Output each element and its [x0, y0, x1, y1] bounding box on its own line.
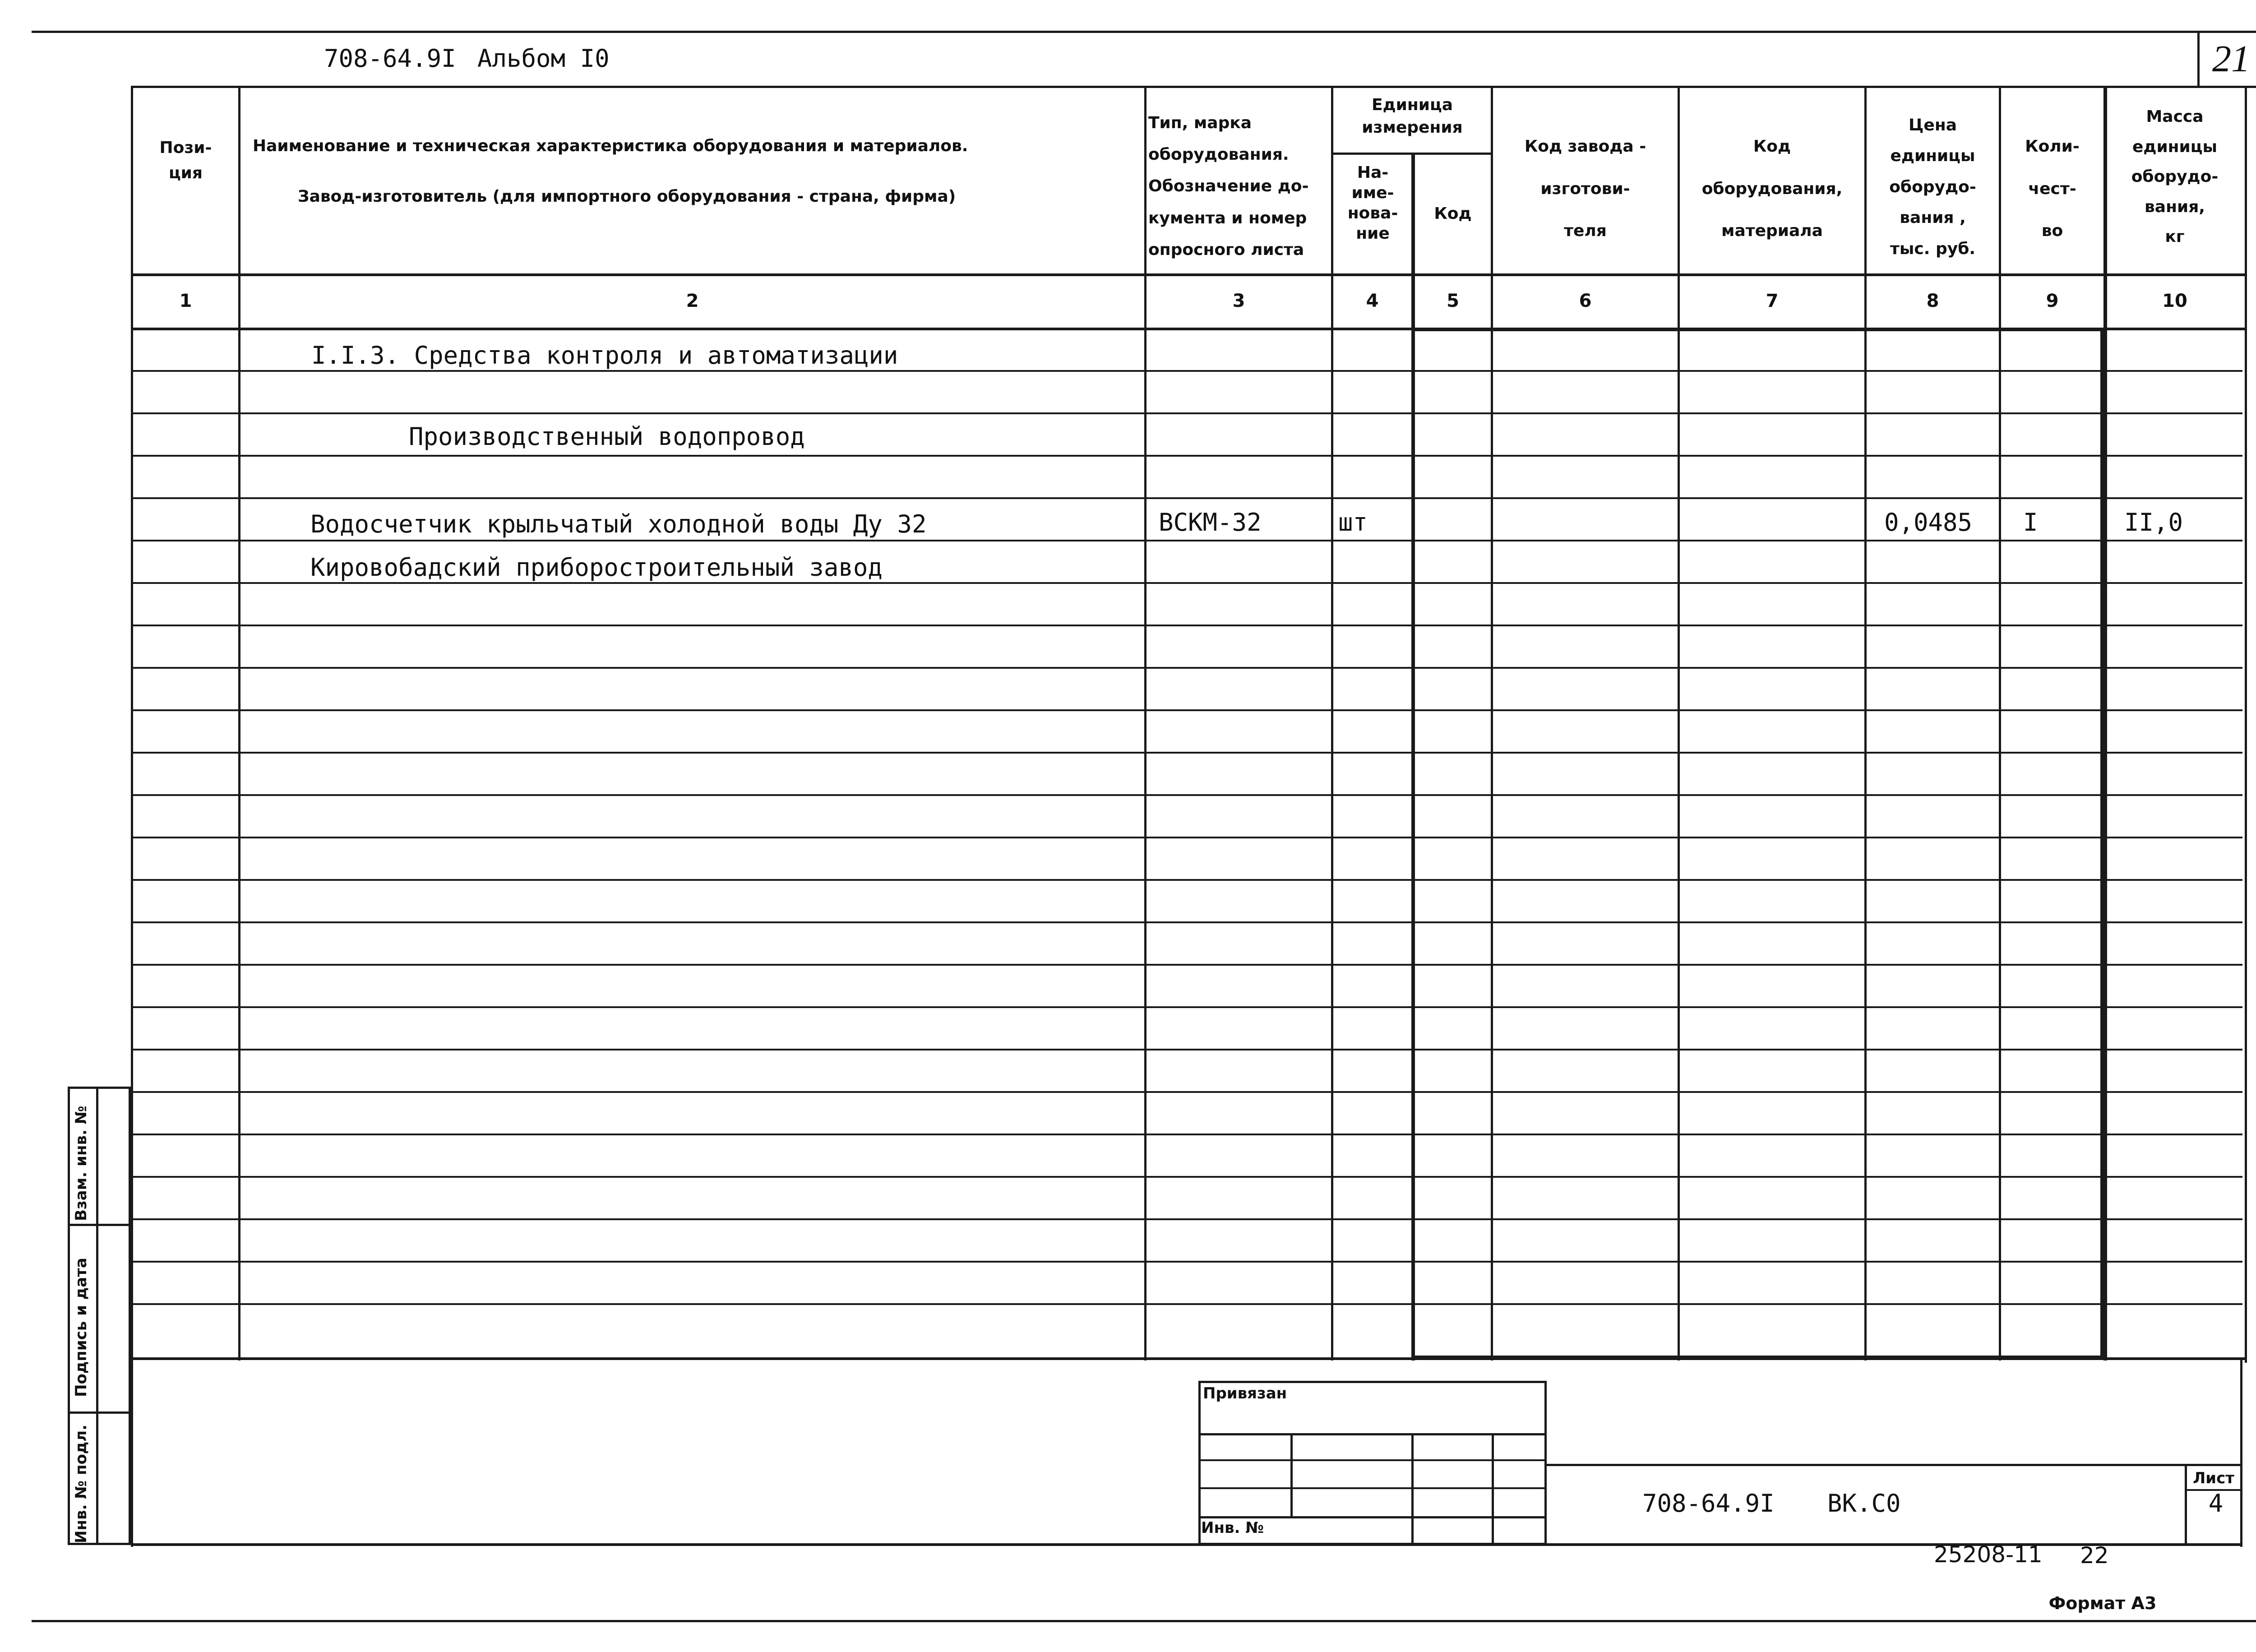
header-mass: Масса единицы оборудо- вания, кг: [2131, 107, 2219, 246]
header-unit-name: На- име- нова- ние: [1347, 163, 1398, 243]
doc-reference: 708-64.9I: [324, 44, 456, 73]
row-subsection-title: Производственный водопровод: [409, 422, 805, 451]
row-line: [131, 412, 2242, 414]
col-line-9: [2103, 86, 2107, 1360]
inv-no-label: Инв. №: [1201, 1519, 1264, 1537]
header-quantity: Коли- чест- во: [2025, 137, 2080, 241]
title-doc-suffix: ВК.С0: [1827, 1489, 1901, 1518]
row-line: [131, 921, 2242, 923]
row-item-price: 0,0485: [1884, 508, 1973, 537]
privyazan-label: Привязан: [1203, 1384, 1287, 1402]
header-price: Цена единицы оборудо- вания , тыс. руб.: [1889, 116, 1976, 258]
row-item-name: Водосчетчик крыльчатый холодной воды Ду 32: [310, 510, 927, 538]
row-line: [131, 497, 2242, 499]
title-doc-code: 708-64.9I: [1642, 1489, 1775, 1518]
side-stamp-sep-1: [68, 1224, 131, 1226]
row-line: [131, 1303, 2242, 1305]
row-item-type: ВСКМ-32: [1159, 508, 1262, 537]
bottom-border-line: [32, 1620, 2256, 1622]
privyazan-sep-3: [1198, 1487, 1547, 1489]
row-line: [131, 625, 2242, 626]
header-manufacturer-code: Код завода - изготови- теля: [1524, 137, 1646, 241]
colnum-7: 7: [1766, 291, 1779, 311]
colnum-1: 1: [179, 291, 192, 311]
row-line: [131, 1176, 2242, 1178]
row-item-quantity: I: [2023, 508, 2038, 537]
colnum-10: 10: [2162, 291, 2187, 311]
row-line: [131, 837, 2242, 838]
header-unit-group: Единица измерения: [1362, 96, 1463, 137]
corner-number: 21: [2212, 38, 2250, 80]
privyazan-sep-2: [1198, 1459, 1547, 1461]
side-label-vzam: Взам. инв. №: [72, 1106, 90, 1221]
archive-page: 22: [2080, 1542, 2109, 1569]
side-stamp-divider: [96, 1087, 98, 1545]
row-line: [131, 1134, 2242, 1135]
colnum-3: 3: [1232, 291, 1245, 311]
side-label-inv: Инв. № подл.: [72, 1424, 90, 1543]
row-line: [131, 1006, 2242, 1008]
header-position: Пози- ция: [159, 139, 212, 182]
row-item-manufacturer: Кировобадский приборостроительный завод: [310, 553, 883, 582]
table-bottom-line: [131, 1357, 2245, 1360]
stamp-frame-bottom: [131, 1543, 2242, 1546]
col-line-3: [1331, 86, 1333, 1360]
sheet-label: Лист: [2193, 1469, 2234, 1487]
privyazan-sep-1: [1198, 1433, 1547, 1435]
sheet-number: 4: [2208, 1489, 2224, 1518]
row-item-unit: шт: [1338, 508, 1368, 537]
header-equipment-code: Код оборудования, материала: [1701, 137, 1843, 241]
top-border-line: [32, 31, 2256, 33]
side-stamp-sep-2: [68, 1411, 131, 1414]
thick-block: [1411, 328, 2103, 1359]
col-line-2: [1144, 86, 1146, 1360]
side-label-podpis: Подпись и дата: [72, 1258, 90, 1397]
row-line: [131, 455, 2242, 457]
row-line: [131, 1091, 2242, 1093]
header-bottom-line: [131, 273, 2245, 276]
col-line-1: [238, 86, 240, 1360]
unit-group-divider: [1331, 153, 1493, 155]
row-line: [131, 582, 2242, 584]
privyazan-col-2: [1411, 1433, 1414, 1545]
row-line: [131, 667, 2242, 669]
row-line: [131, 709, 2242, 711]
row-section-title: I.I.3. Средства контроля и автоматизации: [311, 341, 898, 370]
header-unit-code: Код: [1434, 204, 1472, 223]
colnum-9: 9: [2046, 291, 2059, 311]
row-line: [131, 370, 2242, 372]
row-line: [131, 879, 2242, 881]
format-label: Формат А3: [2048, 1593, 2157, 1613]
row-line: [131, 1218, 2242, 1220]
row-line: [131, 794, 2242, 796]
archive-number: 25208-11: [1934, 1541, 2043, 1568]
colnum-4: 4: [1366, 291, 1379, 311]
row-line: [131, 1261, 2242, 1263]
thick-block-top: [1411, 328, 2107, 331]
colnum-2: 2: [686, 291, 699, 311]
colnum-6: 6: [1579, 291, 1592, 311]
stamp-frame-right: [2240, 1357, 2242, 1547]
colnum-5: 5: [1447, 291, 1459, 311]
stamp-frame-left: [131, 1357, 133, 1547]
row-item-mass: II,0: [2124, 508, 2183, 537]
colnum-8: 8: [1926, 291, 1939, 311]
privyazan-col-3: [1492, 1433, 1494, 1545]
header-type: Тип, марка оборудования. Обозначение до- кумента и номер опросного листа: [1148, 114, 1309, 259]
row-line: [131, 1049, 2242, 1050]
row-line: [131, 964, 2242, 966]
privyazan-col-1: [1290, 1433, 1293, 1516]
row-line: [131, 540, 2242, 541]
row-line: [131, 752, 2242, 754]
header-name-line2: Завод-изготовитель (для импортного оборудования - страна, фирма): [298, 187, 956, 206]
title-block-top: [1547, 1464, 2242, 1466]
header-name-line1: Наименование и техническая характеристика оборудования и материалов.: [253, 137, 968, 155]
album-label: Альбом I0: [477, 44, 610, 73]
